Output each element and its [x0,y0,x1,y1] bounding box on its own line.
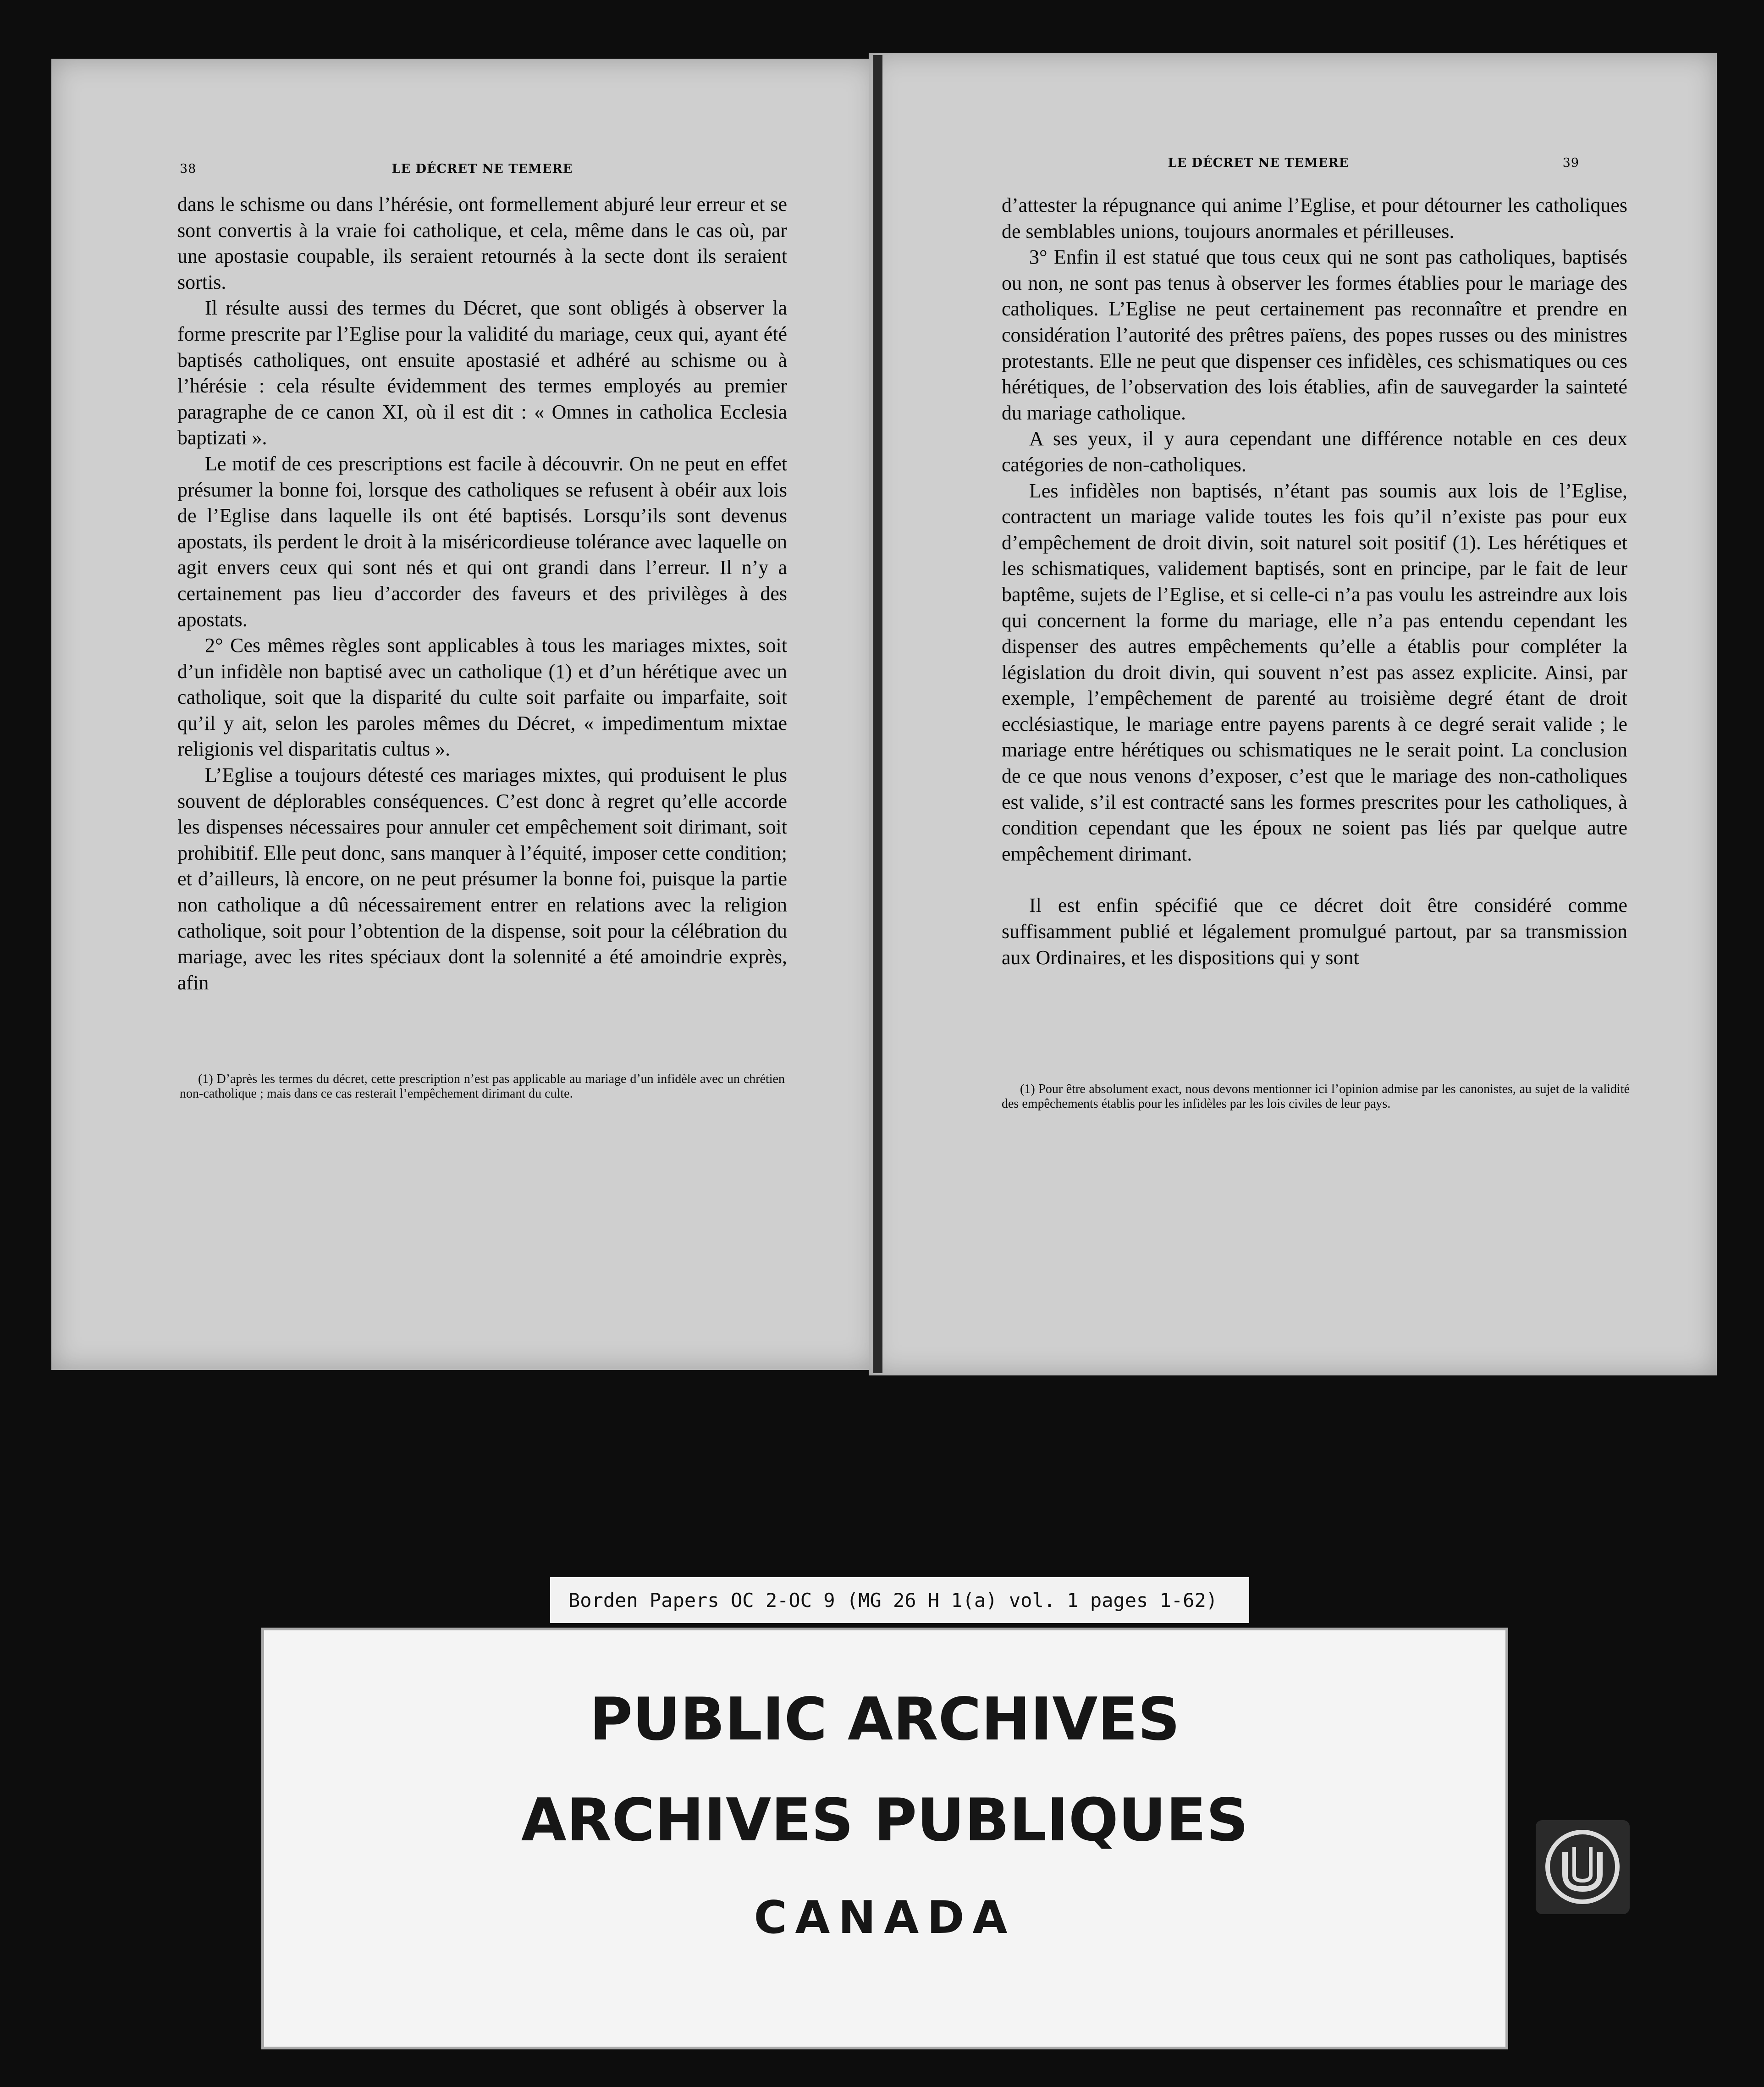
archive-card [261,1628,1508,2049]
book-gutter [873,55,882,1373]
paragraph: Il résulte aussi des termes du Décret, que sont obligés à observer la forme prescrite par l’Eglise pour la validité du mariage, ceux qui, ayant été baptisés catholiques, ont ensuite apostasié et adhéré au schisme ou à l’hérésie : cela résulte évidemment des termes employés au premier paragraphe de ce canon XI, où il est dit : « Omnes in catholica Ecclesia baptizati ». [177,297,787,449]
running-head-left [51,162,876,180]
footnote-right [1002,1082,1630,1111]
paragraph: Le motif de ces prescriptions est facile à découvrir. On ne peut en effet présumer la bonne foi, lorsque des catholiques se refusent à obéir aux lois de l’Eglise dans laquelle ils ont été baptisés. Lorsqu’ils sont devenus apostats, ils perdent le droit à la miséricordieuse tolérance avec laquelle on agit envers ceux qui sont nés et qui ont grandi dans l’erreur. Il n’y a certainement pas lieu d’accorder des faveurs et des privilèges à des apostats. [177,452,787,631]
paragraph: Il est enfin spécifié que ce décret doit être considéré comme suffisamment publié et légalement promulgué partout, par sa transmission aux Ordinaires, et les dispositions qui y sont [1002,894,1627,969]
paragraph: 2° Ces mêmes règles sont applicables à tous les mariages mixtes, soit d’un infidèle non baptisé avec un catholique (1) et d’un hérétique avec un catholique, soit que la disparité du culte soit parfaite ou imparfaite, soit qu’il y ait, selon les paroles mêmes du Décret, « impedimentum mixtae religionis vel disparitatis cultus ». [177,634,787,761]
page-number-left: 38 [180,162,197,176]
paragraph: d’attester la répugnance qui anime l’Eglise, et pour détourner les catholiques de semblables unions, toujours anormales et périlleuses. [1002,194,1627,243]
left-book-page [51,59,876,1370]
footnote-left [180,1072,785,1101]
running-head-title-left: LE DÉCRET NE TEMERE [391,162,573,176]
paragraph: 3° Enfin il est statué que tous ceux qui ne sont pas catholiques, baptisés ou non, ne sont pas tenus à observer les formes établies pour le mariage des catholiques. L’Eglise ne peut certainement pas reconnaître et prendre en considération l’autorité des prêtres païens, des popes russes ou des ministres protestants. Elle ne peut que dispenser ces infidèles, ces schismatiques ou ces hérétiques, de l’observation des lois établies, afin de sauvegarder la sainteté du mariage catholique. [1002,246,1627,424]
footnote-text: (1) D’après les termes du décret, cette prescription n’est pas applicable au mariage d’un infidèle avec un chrétien non-catholique ; mais dans ce cas resterait l’empêchement dirimant du culte. [180,1072,785,1101]
body-text-left [177,192,787,996]
archive-card-line: CANADA [754,1892,1016,1944]
running-head-right [869,156,1717,174]
paragraph: A ses yeux, il y aura cependant une différence notable en ces deux catégories de non-catholiques. [1002,427,1627,476]
archive-card-line: ARCHIVES PUBLIQUES [521,1786,1249,1855]
archive-card-line: PUBLIC ARCHIVES [590,1685,1180,1754]
paragraph: L’Eglise a toujours détesté ces mariages mixtes, qui produisent le plus souvent de déplorables conséquences. C’est donc à regret qu’elle accorde les dispenses nécessaires pour annuler cet empêchement soit dirimant, soit prohibitif. Elle peut donc, sans manquer à l’équité, imposer cette condition; et d’ailleurs, là encore, on ne peut présumer la bonne foi, puisque la partie non catholique a dû nécessairement entrer en relations avec la religion catholique, soit pour l’obtention de la dispense, soit pour la célébration du mariage, avec les rites spéciaux dont la solennité a été amoindrie exprès, afin [177,764,787,994]
body-text-right [1002,193,1627,971]
archive-seal-icon [1536,1820,1630,1914]
page-number-right: 39 [1562,156,1579,170]
paragraph: dans le schisme ou dans l’hérésie, ont formellement abjuré leur erreur et se sont convertis à la vraie foi catholique, et cela, même dans le cas où, par une apostasie coupable, ils seraient retournés à la secte dont ils seraient sortis. [177,193,787,293]
footnote-text: (1) Pour être absolument exact, nous devons mentionner ici l’opinion admise par les canonistes, au sujet de la validité des empêchements établis pour les infidèles par les lois civiles de leur pays. [1002,1082,1630,1111]
running-head-title-right: LE DÉCRET NE TEMERE [1168,156,1349,170]
right-book-page [869,53,1717,1375]
reference-label: Borden Papers OC 2-OC 9 (MG 26 H 1(a) vol. 1 pages 1-62) [550,1577,1249,1623]
paragraph: Les infidèles non baptisés, n’étant pas soumis aux lois de l’Eglise, contractent un mariage valide toutes les fois qu’il n’existe pas pour eux d’empêchement de droit divin, soit naturel soit positif (1). Les hérétiques et les schismatiques, validement baptisés, sont en principe, par le fait de leur baptême, sujets de l’Eglise, et si celle-ci n’a pas voulu les astreindre aux lois qui concernent la forme du mariage, elle n’a pas entendu cependant les dispenser des autres empêchements qu’elle a établis pour compléter la législation du droit divin, qui souvent n’est pas assez explicite. Ainsi, par exemple, l’empêchement de parenté au troisième degré étant de droit ecclésiastique, le mariage entre payens parents à ce degré serait valide ; le mariage entre hérétiques ou schismatiques ne le serait point. La conclusion de ce que nous venons d’exposer, c’est que le mariage des non-catholiques est valide, s’il est contracté sans les formes prescrites pour les catholiques, à condition cependant que les époux ne soient pas liés par quelque autre empêchement dirimant. [1002,479,1627,865]
